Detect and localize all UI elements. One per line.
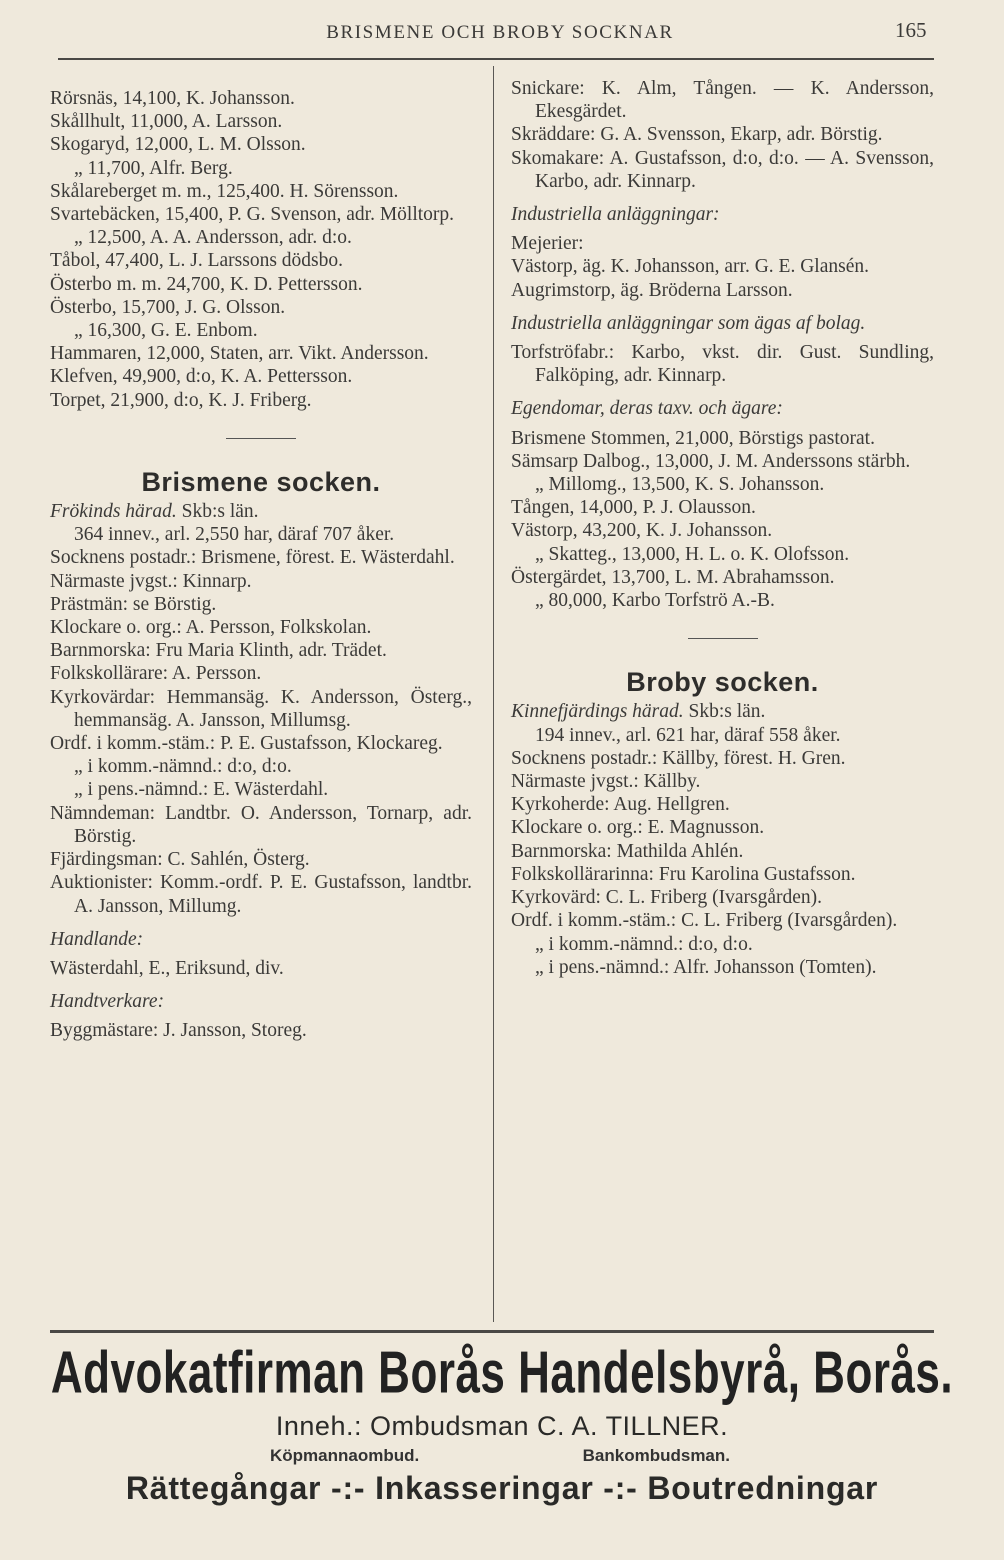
directory-entry: Nämndeman: Landtbr. O. Andersson, Tornarp, adr. Börstig.: [50, 802, 472, 847]
property-entry: Österbo m. m. 24,700, K. D. Pettersson.: [50, 273, 363, 295]
property-entry: Sämsarp Dalbog., 13,000, J. M. Anderssons stärbh.: [511, 450, 911, 472]
property-entry: Tången, 14,000, P. J. Olausson.: [511, 497, 756, 519]
brismene-title: Brismene socken.: [141, 466, 381, 497]
handlande-heading: Handlande:: [50, 928, 144, 950]
directory-entry: Kyrkovärdar: Hemmansäg. K. Andersson, Österg., hemmansäg. A. Jansson, Millumsg.: [50, 686, 472, 731]
section-separator: [226, 438, 296, 439]
directory-entry: Ordf. i komm.-stäm.: C. L. Friberg (Ivarsgården).: [511, 910, 898, 932]
property-entry: Brismene Stommen, 21,000, Börstigs pastorat.: [511, 427, 875, 449]
advertisement-title: Advokatfirman Borås Handelsbyrå, Borås.: [50, 1340, 954, 1407]
directory-entry: Folkskollärare: A. Persson.: [50, 663, 262, 685]
page-number: 165: [895, 18, 927, 42]
property-entry: „ 80,000, Karbo Torfströ A.-B.: [535, 590, 775, 612]
directory-entry: „ i komm.-nämnd.: d:o, d:o.: [535, 933, 753, 955]
role-right: Bankombudsman.: [582, 1446, 730, 1465]
brismene-district: Frökinds härad. Skb:s län.: [50, 501, 259, 523]
property-entry: Österbo, 15,700, J. G. Olsson.: [50, 296, 286, 318]
directory-entry: Folkskollärarinna: Fru Karolina Gustafsson.: [511, 863, 856, 885]
property-entry: Skogaryd, 12,000, L. M. Olsson.: [50, 134, 306, 156]
directory-entry: Närmaste jvgst.: Källby.: [511, 771, 701, 793]
directory-entry: Kyrkoherde: Aug. Hellgren.: [511, 794, 730, 816]
property-entry: Klefven, 49,900, d:o, K. A. Pettersson.: [50, 366, 353, 388]
craft-entry: Skräddare: G. A. Svensson, Ekarp, adr. Börstig.: [511, 124, 883, 146]
header-rule: [58, 58, 934, 60]
company-heading: Industriella anläggningar som ägas af bolag.: [511, 312, 866, 334]
property-entry: Skålareberget m. m., 125,400. H. Sörensson.: [50, 180, 399, 202]
directory-entry: „ i komm.-nämnd.: d:o, d:o.: [74, 756, 292, 778]
directory-entry: Auktionister: Komm.-ordf. P. E. Gustafsson, landtbr. A. Jansson, Millumg.: [50, 872, 472, 917]
property-entry: „ 12,500, A. A. Andersson, adr. d:o.: [74, 227, 352, 249]
left-column: [50, 87, 472, 1043]
handlande-entry: Wästerdahl, E., Eriksund, div.: [50, 957, 284, 979]
broby-district: Kinnefjärdings härad. Skb:s län.: [511, 701, 766, 723]
property-entry: Hammaren, 12,000, Staten, arr. Vikt. Andersson.: [50, 343, 429, 365]
industrial-entry: Västorp, äg. K. Johansson, arr. G. E. Glansén.: [511, 256, 869, 278]
broby-title: Broby socken.: [626, 667, 819, 698]
property-entry: Svartebäcken, 15,400, P. G. Svenson, adr. Mölltorp.: [50, 204, 455, 226]
industrial-heading: Industriella anläggningar:: [511, 204, 720, 226]
directory-entry: Kyrkovärd: C. L. Friberg (Ivarsgården).: [511, 887, 823, 909]
property-entry: Rörsnäs, 14,100, K. Johansson.: [50, 88, 295, 109]
directory-entry: Socknens postadr.: Källby, förest. H. Gren.: [511, 747, 846, 769]
brismene-population: 364 innev., arl. 2,550 har, däraf 707 åker.: [74, 524, 395, 546]
directory-entry: Barnmorska: Fru Maria Klinth, adr. Trädet.: [50, 640, 387, 662]
directory-entry: Klockare o. org.: E. Magnusson.: [511, 817, 765, 839]
company-entry: Torfströfabr.: Karbo, vkst. dir. Gust. Sundling, Falköping, adr. Kinnarp.: [511, 342, 934, 387]
property-entry: Torpet, 21,900, d:o, K. J. Friberg.: [50, 389, 312, 411]
handtverkare-heading: Handtverkare:: [50, 991, 165, 1013]
directory-entry: Socknens postadr.: Brismene, förest. E. Wästerdahl.: [50, 547, 455, 569]
handtverkare-entry: Byggmästare: J. Jansson, Storeg.: [50, 1020, 307, 1042]
craft-entry: Skomakare: A. Gustafsson, d:o, d:o. — A. Svensson, Karbo, adr. Kinnarp.: [511, 147, 934, 192]
directory-entry: Barnmorska: Mathilda Ahlén.: [511, 840, 744, 862]
broby-population: 194 innev., arl. 621 har, däraf 558 åker.: [535, 724, 841, 746]
running-header: BRISMENE OCH BROBY SOCKNAR: [326, 22, 674, 43]
right-column: [511, 77, 934, 979]
directory-entry: „ i pens.-nämnd.: Alfr. Johansson (Tomten).: [535, 956, 877, 978]
property-entry: Västorp, 43,200, K. J. Johansson.: [511, 520, 773, 542]
property-entry: „ Millomg., 13,500, K. S. Johansson.: [535, 474, 825, 496]
advertisement-roles: [270, 1446, 730, 1466]
role-left: Köpmannaombud.: [270, 1446, 420, 1465]
column-divider: [493, 66, 494, 1322]
directory-entry: Klockare o. org.: A. Persson, Folkskolan.: [50, 617, 372, 639]
properties-heading: Egendomar, deras taxv. och ägare:: [511, 398, 783, 420]
property-entry: „ 11,700, Alfr. Berg.: [74, 157, 233, 179]
directory-entry: Närmaste jvgst.: Kinnarp.: [50, 570, 252, 592]
property-entry: Tåbol, 47,400, L. J. Larssons dödsbo.: [50, 250, 344, 272]
directory-entry: Ordf. i komm.-stäm.: P. E. Gustafsson, Klockareg.: [50, 733, 443, 755]
section-separator: [688, 638, 758, 639]
advertisement-services: Rättegångar -:- Inkasseringar -:- Boutredningar: [125, 1470, 879, 1506]
property-entry: „ 16,300, G. E. Enbom.: [74, 320, 258, 342]
property-entry: „ Skatteg., 13,000, H. L. o. K. Olofsson.: [535, 543, 850, 565]
property-entry: Östergärdet, 13,700, L. M. Abrahamsson.: [511, 566, 835, 588]
advertisement-rule: [50, 1330, 934, 1333]
directory-entry: „ i pens.-nämnd.: E. Wästerdahl.: [74, 779, 329, 801]
advertisement-owner: Inneh.: Ombudsman C. A. TILLNER.: [275, 1411, 729, 1441]
directory-entry: Prästmän: se Börstig.: [50, 593, 217, 615]
craft-entry: Snickare: K. Alm, Tången. — K. Andersson, Ekesgärdet.: [511, 78, 934, 123]
directory-entry: Fjärdingsman: C. Sahlén, Österg.: [50, 849, 310, 871]
industrial-entry: Mejerier:: [511, 233, 584, 255]
property-entry: Skållhult, 11,000, A. Larsson.: [50, 111, 283, 133]
industrial-entry: Augrimstorp, äg. Bröderna Larsson.: [511, 279, 793, 301]
